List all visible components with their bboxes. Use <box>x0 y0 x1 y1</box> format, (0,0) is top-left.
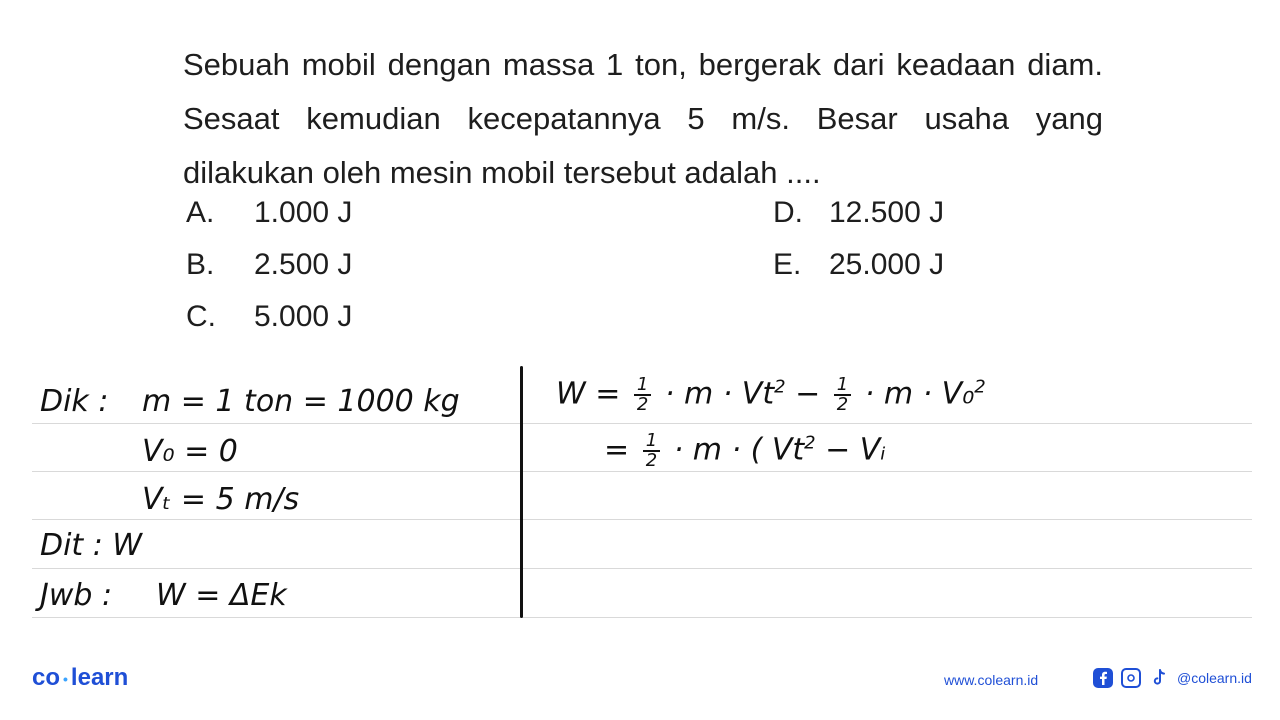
work-equation-1: W = $\frac{1}{2}$ · $m \cdot Vt^2$ − $\frac{1}{2}$ · m · V₀$^2$ <box>556 374 986 415</box>
jwb-equation: W = ΔEk <box>156 578 287 613</box>
dik-v0: V₀ = 0 <box>142 434 238 469</box>
option-a <box>186 196 352 230</box>
ruled-line <box>32 519 1252 520</box>
ruled-line <box>32 568 1252 569</box>
option-letter: A. <box>186 196 215 229</box>
option-value: 1.000 J <box>254 196 353 229</box>
column-divider <box>520 366 523 618</box>
social-links <box>1093 668 1252 688</box>
colearn-logo: co • learn <box>32 664 129 691</box>
option-letter: D. <box>773 196 803 229</box>
tiktok-icon[interactable] <box>1149 668 1169 688</box>
fraction-half: $\frac{1}{2}$ <box>643 432 660 470</box>
option-b <box>186 248 352 282</box>
option-value: 5.000 J <box>254 300 353 333</box>
jwb-label: Jwb : <box>40 578 113 613</box>
option-letter: E. <box>773 248 802 281</box>
dik-mass: m = 1 ton = 1000 kg <box>142 384 460 419</box>
option-letter: B. <box>186 248 215 281</box>
option-letter: C. <box>186 300 216 333</box>
facebook-icon[interactable] <box>1093 668 1113 688</box>
fraction-half: $\frac{1}{2}$ <box>834 376 851 414</box>
dit-line: Dit : W <box>40 528 143 563</box>
website-url[interactable]: www.colearn.id <box>944 672 1039 688</box>
ruled-line <box>32 471 1252 472</box>
dik-vt: Vₜ = 5 m/s <box>142 482 300 517</box>
option-d <box>773 196 944 230</box>
ruled-line <box>32 617 1252 618</box>
option-value: 25.000 J <box>829 248 945 281</box>
ruled-line <box>32 423 1252 424</box>
fraction-half: $\frac{1}{2}$ <box>634 376 651 414</box>
work-equation-2: = $\frac{1}{2}$ · m · ( Vt$^2$ − Vᵢ <box>604 430 886 471</box>
option-value: 2.500 J <box>254 248 353 281</box>
option-c <box>186 300 352 334</box>
dik-label: Dik : <box>40 384 109 419</box>
instagram-icon[interactable] <box>1121 668 1141 688</box>
social-handle[interactable]: @colearn.id <box>1177 670 1252 686</box>
question-text: Sebuah mobil dengan massa 1 ton, bergerak dari keadaan diam. Sesaat kemudian kecepatannya 5 m/s. Besar usaha yang dilakukan oleh mesin mobil tersebut adalah .... <box>183 47 1103 190</box>
option-e <box>773 248 944 282</box>
option-value: 12.500 J <box>829 196 945 229</box>
